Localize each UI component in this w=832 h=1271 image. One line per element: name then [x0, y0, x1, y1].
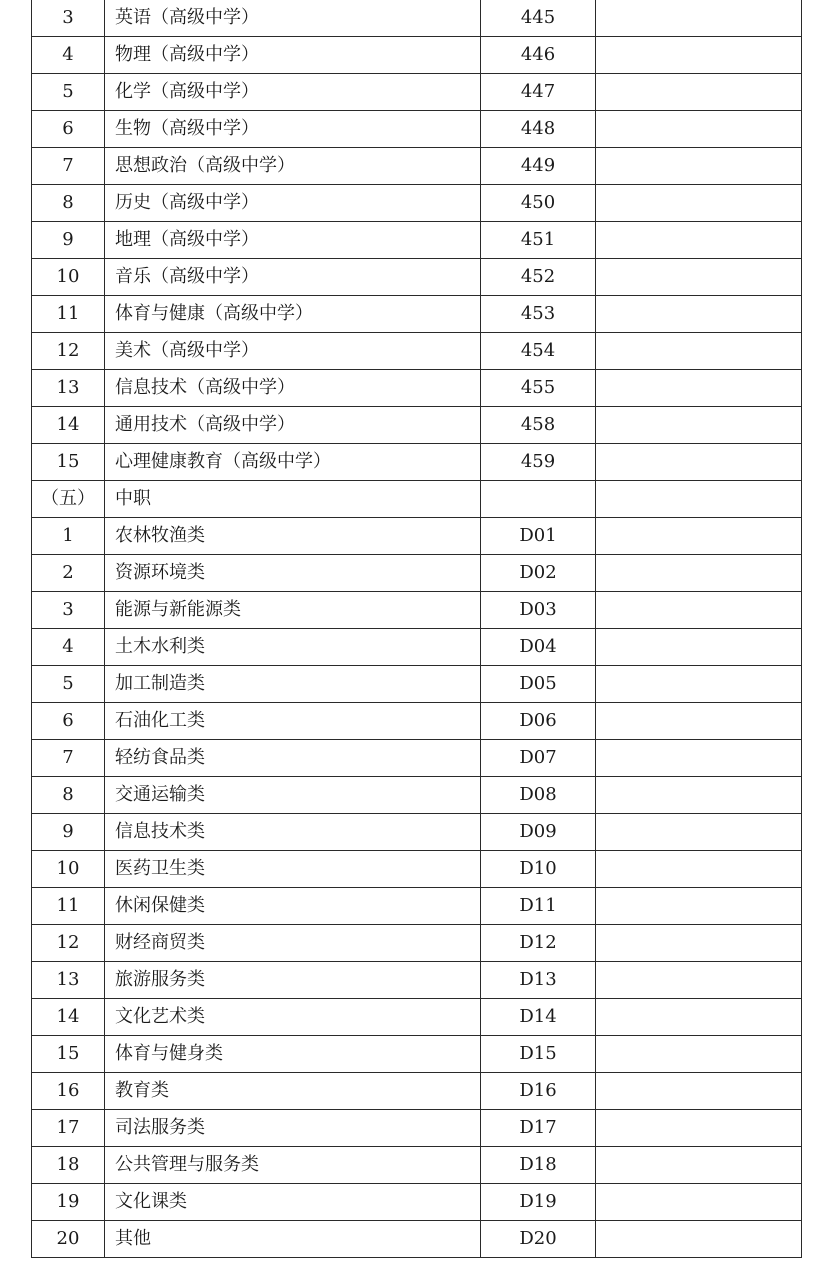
subject-name: 医药卫生类 — [105, 851, 481, 888]
subject-code: 450 — [481, 185, 596, 222]
row-number: 15 — [32, 1036, 105, 1073]
empty-cell — [596, 962, 802, 999]
subject-name: 财经商贸类 — [105, 925, 481, 962]
empty-cell — [596, 259, 802, 296]
subject-code: D19 — [481, 1184, 596, 1221]
subject-name: 音乐（高级中学） — [105, 259, 481, 296]
empty-cell — [596, 444, 802, 481]
subject-name: 体育与健康（高级中学） — [105, 296, 481, 333]
subject-code: D08 — [481, 777, 596, 814]
subject-name: 文化课类 — [105, 1184, 481, 1221]
table-row — [32, 703, 802, 740]
subject-code: D16 — [481, 1073, 596, 1110]
table-row — [32, 740, 802, 777]
empty-cell — [596, 888, 802, 925]
subject-name: 思想政治（高级中学） — [105, 148, 481, 185]
table-row — [32, 1073, 802, 1110]
subject-code: 455 — [481, 370, 596, 407]
empty-cell — [596, 1221, 802, 1258]
subject-code: 454 — [481, 333, 596, 370]
row-number: 1 — [32, 518, 105, 555]
subject-code: 447 — [481, 74, 596, 111]
empty-cell — [596, 407, 802, 444]
subject-name: 历史（高级中学） — [105, 185, 481, 222]
table-row — [32, 999, 802, 1036]
subject-code: D12 — [481, 925, 596, 962]
subject-name: 英语（高级中学） — [105, 0, 481, 37]
empty-cell — [596, 703, 802, 740]
table-row — [32, 555, 802, 592]
row-number: 7 — [32, 740, 105, 777]
empty-cell — [596, 814, 802, 851]
empty-cell — [596, 37, 802, 74]
subject-name: 地理（高级中学） — [105, 222, 481, 259]
subject-name: 物理（高级中学） — [105, 37, 481, 74]
empty-cell — [596, 185, 802, 222]
subject-code: D17 — [481, 1110, 596, 1147]
row-number: 8 — [32, 777, 105, 814]
table-row — [32, 0, 802, 37]
subject-code: D11 — [481, 888, 596, 925]
row-number: 14 — [32, 999, 105, 1036]
subject-name: 加工制造类 — [105, 666, 481, 703]
empty-cell — [596, 518, 802, 555]
subject-name: 中职 — [105, 481, 481, 518]
table-row — [32, 925, 802, 962]
table-body — [32, 0, 802, 1258]
subject-name: 休闲保健类 — [105, 888, 481, 925]
subject-code: D13 — [481, 962, 596, 999]
row-number: 13 — [32, 370, 105, 407]
subject-code: D01 — [481, 518, 596, 555]
empty-cell — [596, 555, 802, 592]
empty-cell — [596, 1036, 802, 1073]
row-number: 3 — [32, 592, 105, 629]
subject-code — [481, 481, 596, 518]
subject-name: 其他 — [105, 1221, 481, 1258]
table-row — [32, 1221, 802, 1258]
subject-code-table — [31, 0, 802, 1258]
subject-code: D20 — [481, 1221, 596, 1258]
subject-name: 资源环境类 — [105, 555, 481, 592]
row-number: 18 — [32, 1147, 105, 1184]
subject-name: 体育与健身类 — [105, 1036, 481, 1073]
subject-name: 石油化工类 — [105, 703, 481, 740]
subject-code: D14 — [481, 999, 596, 1036]
table-row — [32, 962, 802, 999]
subject-code: D07 — [481, 740, 596, 777]
row-number: 8 — [32, 185, 105, 222]
row-number: 11 — [32, 888, 105, 925]
row-number: 5 — [32, 666, 105, 703]
row-number: 2 — [32, 555, 105, 592]
empty-cell — [596, 481, 802, 518]
row-number: 6 — [32, 111, 105, 148]
subject-code: D04 — [481, 629, 596, 666]
table-row — [32, 185, 802, 222]
empty-cell — [596, 666, 802, 703]
subject-name: 教育类 — [105, 1073, 481, 1110]
section-header-row — [32, 481, 802, 518]
row-number: 12 — [32, 925, 105, 962]
table-row — [32, 444, 802, 481]
empty-cell — [596, 370, 802, 407]
subject-code: D06 — [481, 703, 596, 740]
row-number: （五） — [32, 481, 105, 518]
subject-name: 能源与新能源类 — [105, 592, 481, 629]
subject-code: 445 — [481, 0, 596, 37]
empty-cell — [596, 851, 802, 888]
subject-name: 司法服务类 — [105, 1110, 481, 1147]
subject-code: 448 — [481, 111, 596, 148]
subject-code: 451 — [481, 222, 596, 259]
table-row — [32, 592, 802, 629]
subject-name: 农林牧渔类 — [105, 518, 481, 555]
table-row — [32, 37, 802, 74]
row-number: 14 — [32, 407, 105, 444]
row-number: 6 — [32, 703, 105, 740]
table-row — [32, 74, 802, 111]
subject-code: 453 — [481, 296, 596, 333]
row-number: 4 — [32, 37, 105, 74]
subject-name: 生物（高级中学） — [105, 111, 481, 148]
empty-cell — [596, 148, 802, 185]
subject-code: D05 — [481, 666, 596, 703]
row-number: 12 — [32, 333, 105, 370]
row-number: 13 — [32, 962, 105, 999]
subject-code: 449 — [481, 148, 596, 185]
table-row — [32, 888, 802, 925]
table-row — [32, 333, 802, 370]
table-row — [32, 370, 802, 407]
subject-code: 458 — [481, 407, 596, 444]
empty-cell — [596, 1184, 802, 1221]
subject-code: D15 — [481, 1036, 596, 1073]
table-row — [32, 148, 802, 185]
subject-code: 452 — [481, 259, 596, 296]
table-row — [32, 1110, 802, 1147]
subject-name: 美术（高级中学） — [105, 333, 481, 370]
table-row — [32, 814, 802, 851]
table-row — [32, 1036, 802, 1073]
subject-code: D03 — [481, 592, 596, 629]
subject-name: 信息技术类 — [105, 814, 481, 851]
empty-cell — [596, 1110, 802, 1147]
subject-name: 化学（高级中学） — [105, 74, 481, 111]
empty-cell — [596, 592, 802, 629]
empty-cell — [596, 1147, 802, 1184]
row-number: 4 — [32, 629, 105, 666]
row-number: 10 — [32, 851, 105, 888]
subject-code: D02 — [481, 555, 596, 592]
empty-cell — [596, 999, 802, 1036]
table-row — [32, 259, 802, 296]
empty-cell — [596, 0, 802, 37]
empty-cell — [596, 74, 802, 111]
row-number: 19 — [32, 1184, 105, 1221]
row-number: 9 — [32, 814, 105, 851]
table-row — [32, 111, 802, 148]
table-row — [32, 666, 802, 703]
row-number: 7 — [32, 148, 105, 185]
table-row — [32, 777, 802, 814]
subject-name: 交通运输类 — [105, 777, 481, 814]
table-row — [32, 1147, 802, 1184]
empty-cell — [596, 296, 802, 333]
subject-code: D10 — [481, 851, 596, 888]
empty-cell — [596, 1073, 802, 1110]
subject-name: 通用技术（高级中学） — [105, 407, 481, 444]
row-number: 16 — [32, 1073, 105, 1110]
subject-name: 文化艺术类 — [105, 999, 481, 1036]
subject-name: 公共管理与服务类 — [105, 1147, 481, 1184]
row-number: 9 — [32, 222, 105, 259]
subject-code: D18 — [481, 1147, 596, 1184]
subject-name: 旅游服务类 — [105, 962, 481, 999]
table-row — [32, 1184, 802, 1221]
subject-code: 446 — [481, 37, 596, 74]
row-number: 17 — [32, 1110, 105, 1147]
table-row — [32, 407, 802, 444]
empty-cell — [596, 777, 802, 814]
subject-code: 459 — [481, 444, 596, 481]
table-row — [32, 629, 802, 666]
subject-code: D09 — [481, 814, 596, 851]
table-row — [32, 296, 802, 333]
row-number: 15 — [32, 444, 105, 481]
row-number: 20 — [32, 1221, 105, 1258]
table-row — [32, 222, 802, 259]
empty-cell — [596, 925, 802, 962]
table-row — [32, 851, 802, 888]
empty-cell — [596, 111, 802, 148]
subject-name: 土木水利类 — [105, 629, 481, 666]
row-number: 11 — [32, 296, 105, 333]
row-number: 5 — [32, 74, 105, 111]
empty-cell — [596, 222, 802, 259]
empty-cell — [596, 740, 802, 777]
subject-name: 轻纺食品类 — [105, 740, 481, 777]
empty-cell — [596, 333, 802, 370]
subject-name: 信息技术（高级中学） — [105, 370, 481, 407]
empty-cell — [596, 629, 802, 666]
row-number: 3 — [32, 0, 105, 37]
table-row — [32, 518, 802, 555]
row-number: 10 — [32, 259, 105, 296]
subject-name: 心理健康教育（高级中学） — [105, 444, 481, 481]
